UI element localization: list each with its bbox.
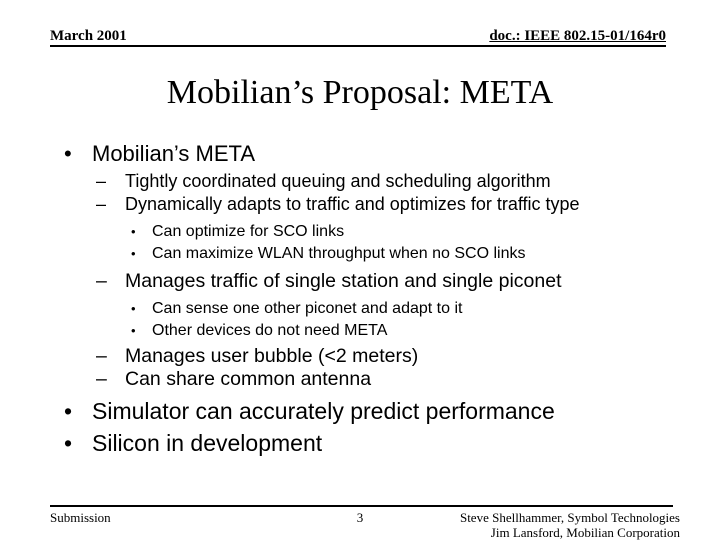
dash-icon: – — [96, 368, 107, 390]
bullet-item-level1 — [64, 398, 555, 426]
bullet-icon: • — [64, 398, 73, 424]
bullet-icon: • — [131, 246, 136, 261]
bullet-text: Dynamically adapts to traffic and optimizes for traffic type — [125, 194, 580, 214]
bullet-item-level2 — [96, 270, 562, 293]
bullet-text: Silicon in development — [92, 430, 323, 456]
footer-author-line2: Jim Lansford, Mobilian Corporation — [490, 525, 680, 540]
bullet-text: Can share common antenna — [125, 368, 372, 390]
bullet-item-level3 — [131, 222, 344, 241]
page-title: Mobilian’s Proposal: META — [166, 74, 554, 111]
bullet-text: Can maximize WLAN throughput when no SCO links — [152, 245, 526, 262]
bullet-item-level3 — [131, 244, 526, 263]
bullet-item-level1 — [64, 430, 322, 458]
header-date: March 2001 — [50, 28, 127, 44]
footer-author-line1: Steve Shellhammer, Symbol Technologies — [459, 510, 680, 525]
bullet-text: Simulator can accurately predict performance — [92, 398, 555, 424]
bullet-text: Other devices do not need META — [152, 322, 388, 339]
bullet-icon: • — [64, 141, 72, 166]
footer-authors — [460, 510, 680, 540]
dash-icon: – — [96, 194, 107, 214]
bullet-item-level1 — [64, 141, 255, 167]
bullet-text: Mobilian’s META — [92, 141, 256, 166]
footer-submission-label: Submission — [50, 510, 111, 525]
bullet-item-level2 — [96, 171, 551, 193]
bullet-item-level3 — [131, 299, 462, 318]
dash-icon: – — [96, 270, 107, 292]
bullet-item-level2 — [96, 345, 418, 368]
bullet-item-level2 — [96, 194, 580, 216]
footer-rule — [50, 505, 673, 507]
bullet-text: Manages user bubble (<2 meters) — [125, 345, 419, 367]
bullet-text: Can optimize for SCO links — [152, 223, 345, 240]
bullet-icon: • — [131, 301, 136, 316]
bullet-icon: • — [131, 224, 136, 239]
footer-page-number: 3 — [356, 510, 364, 525]
dash-icon: – — [96, 345, 107, 367]
bullet-text: Manages traffic of single station and single piconet — [125, 270, 562, 292]
bullet-icon: • — [64, 430, 73, 456]
header-rule — [50, 45, 666, 47]
bullet-icon: • — [131, 323, 136, 338]
bullet-text: Can sense one other piconet and adapt to it — [152, 300, 463, 317]
dash-icon: – — [96, 171, 107, 191]
bullet-item-level3 — [131, 321, 387, 340]
bullet-item-level2 — [96, 368, 371, 391]
header-doc-number: doc.: IEEE 802.15-01/164r0 — [489, 28, 666, 44]
bullet-text: Tightly coordinated queuing and scheduling algorithm — [125, 171, 551, 191]
